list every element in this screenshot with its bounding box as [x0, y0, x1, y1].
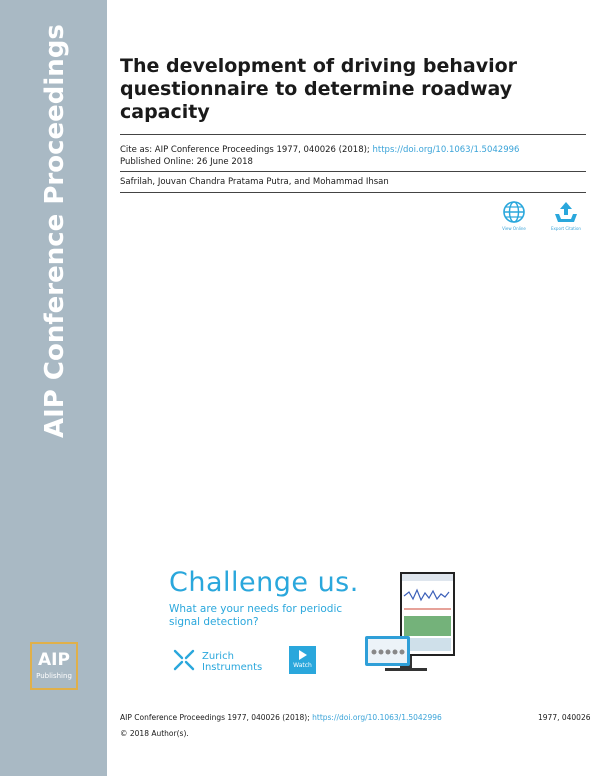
- watch-button[interactable]: [289, 646, 316, 674]
- ad-brand: Zurich Instruments: [202, 651, 263, 673]
- authors: Safrilah, Jouvan Chandra Pratama Putra, and Mohammad Ihsan: [120, 177, 389, 187]
- copyright: © 2018 Author(s).: [120, 729, 189, 738]
- globe-icon: [502, 200, 526, 224]
- view-online-button[interactable]: [494, 200, 534, 232]
- sidebar: [0, 0, 107, 776]
- journal-title: AIP Conference Proceedings: [40, 24, 70, 438]
- published-date: Published Online: 26 June 2018: [120, 157, 253, 167]
- view-online-label: View Online: [502, 226, 526, 231]
- logo-sub-text: Publishing: [36, 672, 72, 680]
- ad-subline: What are your needs for periodic signal detection?: [169, 603, 343, 628]
- divider: [120, 192, 586, 193]
- divider: [120, 171, 586, 172]
- footer-citation-text: AIP Conference Proceedings 1977, 040026 (2018);: [120, 713, 313, 722]
- article-title: The development of driving behavior questionnaire to determine roadway capacity: [120, 55, 518, 123]
- ad-headline: Challenge us.: [169, 567, 359, 598]
- advertisement[interactable]: [165, 563, 455, 683]
- play-icon: [299, 650, 307, 660]
- watch-label: Watch: [293, 662, 312, 669]
- citation-line: [120, 145, 519, 156]
- export-citation-label: Export Citation: [551, 226, 581, 231]
- top-divider: [120, 134, 586, 135]
- instrument-monitor-image: [365, 572, 455, 684]
- upload-tray-icon: [553, 200, 579, 224]
- aip-publishing-logo[interactable]: [30, 642, 78, 690]
- footer-citation: [120, 713, 442, 723]
- citation-text: Cite as: AIP Conference Proceedings 1977, 040026 (2018);: [120, 145, 373, 155]
- doi-link[interactable]: https://doi.org/10.1063/1.5042996: [372, 145, 520, 155]
- zurich-instruments-logo-icon: [172, 648, 196, 672]
- export-citation-button[interactable]: [546, 200, 586, 232]
- logo-main-text: AIP: [38, 650, 70, 670]
- footer-article-number: 1977, 040026: [538, 713, 591, 722]
- footer-doi-link[interactable]: https://doi.org/10.1063/1.5042996: [312, 713, 442, 722]
